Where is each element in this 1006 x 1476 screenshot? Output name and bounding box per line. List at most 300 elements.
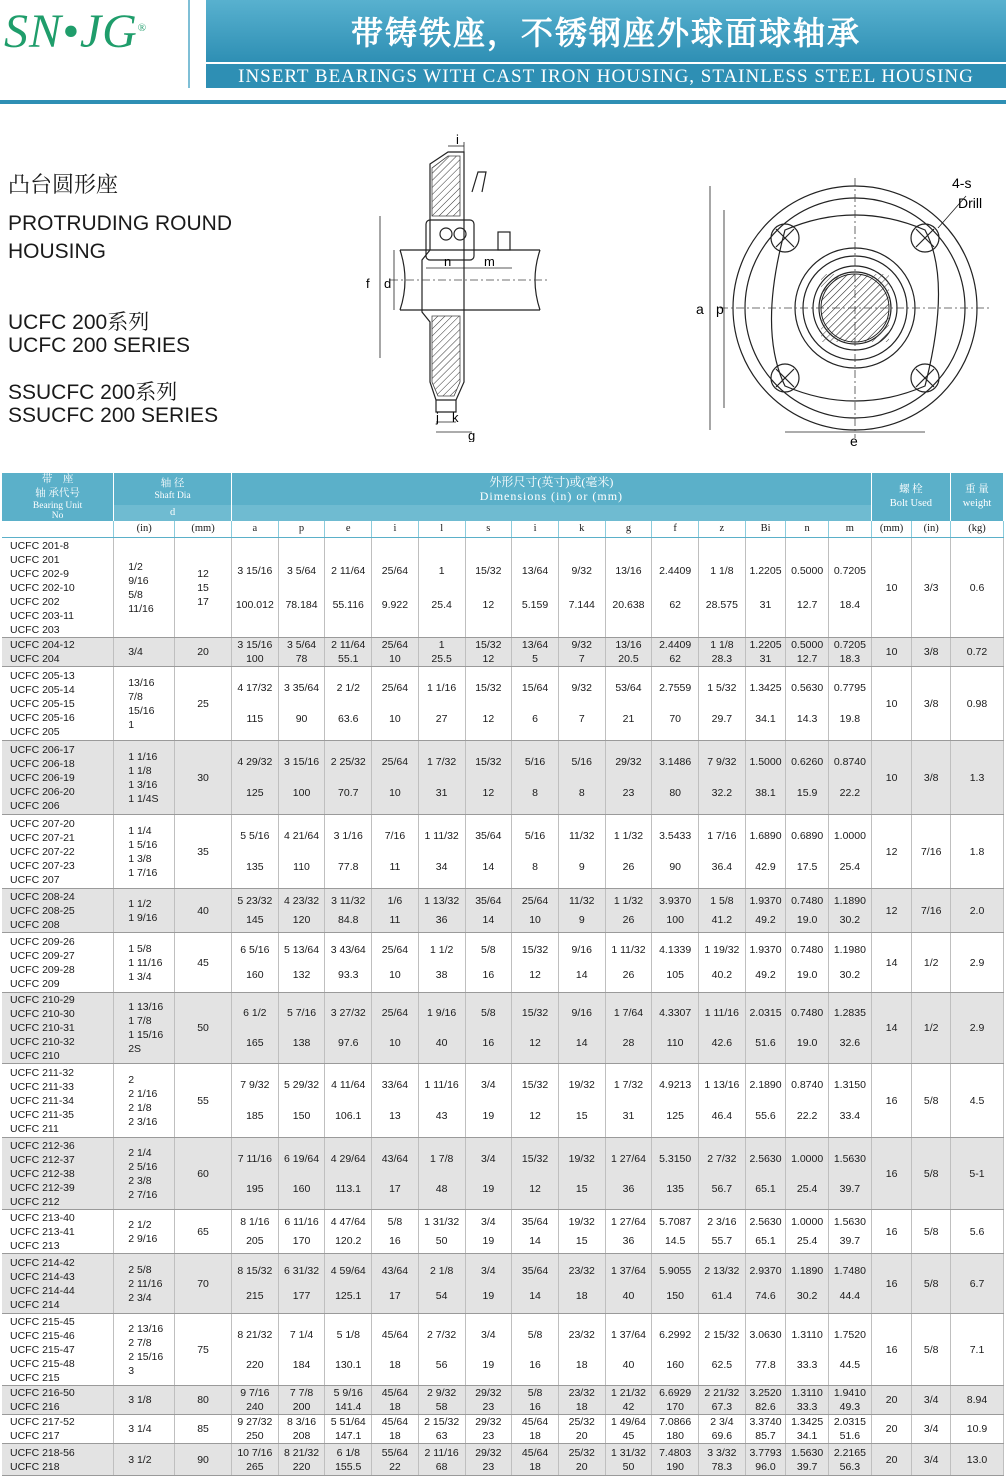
cell-dimension: [745, 1254, 786, 1314]
dimension-value: 45/64: [381, 1387, 409, 1399]
cell-shaft-mm: [175, 1138, 232, 1210]
cell-dimension: [372, 889, 419, 933]
cell-dimension: [786, 1064, 829, 1138]
cell-shaft-in: [114, 889, 175, 933]
cell-dimension: [231, 1064, 278, 1138]
cell-shaft-in: [114, 1386, 175, 1415]
dimension-value: 16: [482, 1036, 495, 1049]
dimension-value: 195: [246, 1182, 264, 1195]
cell-shaft-in: [114, 1415, 175, 1444]
dimension-value: 9.922: [381, 598, 409, 611]
dimension-value: 240: [246, 1401, 264, 1413]
dimension-value: 45/64: [521, 1446, 549, 1459]
dimension-value: 4 29/32: [237, 756, 273, 769]
logo-text: SN•JG: [4, 5, 138, 58]
dimension-value: 23: [482, 1460, 495, 1473]
dimension-value: 147.1: [335, 1430, 362, 1442]
dimension-value: 62: [669, 653, 681, 665]
cell-dimension: [828, 1444, 871, 1476]
cell-dimension: [465, 1386, 512, 1415]
dimension-value: 125: [246, 786, 264, 799]
dimension-value: 10: [389, 1036, 401, 1049]
cell-shaft-in: [114, 993, 175, 1064]
dimension-value: 5/16: [524, 756, 546, 769]
shaft-in-value: 1 9/16: [128, 911, 158, 924]
bearing-code: UCFC 206-17: [10, 743, 75, 756]
dim-label-f: f: [366, 276, 370, 291]
cell-dimension: [325, 1254, 372, 1314]
dimension-value: 18.3: [839, 653, 861, 665]
cell-dimension: [418, 1386, 465, 1415]
dimension-value: 35/64: [475, 895, 502, 908]
dimension-value: 1 1/32: [613, 895, 644, 908]
cell-dimension: [605, 889, 652, 933]
dimension-value: 2.7559: [659, 682, 692, 695]
dimension-value: 25/64: [381, 564, 409, 577]
dimension-value: 25/64: [381, 756, 409, 769]
dimension-value: 4 23/32: [284, 895, 320, 908]
cell-dimension: [605, 538, 652, 638]
shaft-mm-value: 80: [197, 1394, 209, 1406]
dimension-value: 40: [622, 1358, 635, 1371]
cell-shaft-in: [114, 933, 175, 993]
cell-bolt-in: [912, 933, 951, 993]
dims-head-cn: 外形尺寸(英寸)或(毫米): [489, 475, 614, 489]
cell-dimension: [786, 933, 829, 993]
weight-value: 2.9: [969, 1022, 985, 1034]
dimension-value: 190: [666, 1460, 684, 1473]
cell-dimension: [325, 815, 372, 889]
bearing-code: UCFC 205-15: [10, 697, 75, 710]
bearing-code: UCFC 213-41: [10, 1225, 75, 1238]
dim-label-k: k: [452, 410, 459, 425]
cell-dimension: [745, 815, 786, 889]
bolt-mm-value: 12: [885, 845, 898, 858]
dimension-value: 3/4: [481, 1328, 496, 1341]
cell-dimension: [605, 1210, 652, 1254]
dimension-value: 5/16: [524, 830, 546, 843]
cell-bearing-codes: [2, 741, 114, 815]
dimension-value: 2 25/32: [330, 756, 366, 769]
dimension-value: 0.7205: [833, 564, 866, 577]
bolt-mm-value: 20: [885, 1423, 898, 1435]
dimension-value: 1.3110: [791, 1328, 823, 1341]
shaft-mm-value: 90: [197, 1453, 209, 1466]
cell-dimension: [278, 667, 325, 741]
shaft-in-value: 3 1/8: [128, 1394, 152, 1406]
bolt-mm-value: 16: [885, 1094, 898, 1107]
cell-dimension: [699, 538, 746, 638]
shaft-in-value: 2 7/8: [128, 1336, 152, 1349]
cell-dimension: [605, 993, 652, 1064]
dimension-value: 14.3: [796, 712, 818, 725]
dimension-value: 34.1: [755, 712, 776, 725]
cell-dimension: [652, 1314, 699, 1386]
cell-weight: [950, 741, 1003, 815]
dimension-value: 77.8: [755, 1358, 776, 1371]
cell-dimension: [465, 1415, 512, 1444]
cell-weight: [950, 993, 1003, 1064]
cell-bolt-in: [912, 538, 951, 638]
bolt-mm-value: 14: [885, 956, 898, 969]
cell-dimension: [465, 1444, 512, 1476]
cell-bolt-in: [912, 1444, 951, 1476]
dimension-value: 12.7: [796, 653, 818, 665]
dimension-value: 19/32: [568, 1216, 595, 1229]
cell-bolt-mm: [871, 933, 912, 993]
dimension-value: 4.1339: [659, 943, 692, 956]
dimension-value: 265: [246, 1460, 264, 1473]
dimension-value: 18.4: [839, 598, 861, 611]
bearing-code: UCFC 215-48: [10, 1357, 75, 1370]
bolt-in-value: 7/16: [920, 845, 942, 858]
dimension-value: 13/16: [615, 564, 642, 577]
dimension-value: 5.3150: [659, 1152, 692, 1165]
shaft-mm-value: 35: [197, 845, 209, 858]
dimension-value: 0.8740: [833, 756, 866, 769]
dimension-value: 67.3: [711, 1401, 733, 1413]
cell-dimension: [558, 1314, 605, 1386]
dimension-value: 0.7480: [791, 895, 824, 908]
dimension-value: 31: [622, 1109, 635, 1122]
bolt-in-value: 5/8: [923, 1225, 939, 1238]
dimension-value: 8 15/32: [237, 1264, 273, 1277]
dimension-value: 0.6890: [791, 830, 824, 843]
dims-spacer: [231, 505, 871, 521]
bearing-code: UCFC 207-22: [10, 845, 75, 858]
dimension-value: 5 13/64: [284, 943, 320, 956]
table-row: [2, 1444, 1004, 1476]
dim-label-e: e: [850, 433, 858, 449]
weight-value: 4.5: [969, 1094, 985, 1107]
cell-bolt-in: [912, 1386, 951, 1415]
dimension-value: 41.2: [711, 913, 733, 926]
dimension-value: 25/64: [521, 895, 549, 908]
dimension-value: 40: [622, 1290, 635, 1303]
weight-value: 5.6: [969, 1225, 985, 1238]
cell-dimension: [465, 638, 512, 667]
dimension-value: 19: [482, 1109, 495, 1122]
dimension-value: 44.5: [839, 1358, 861, 1371]
cell-dimension: [512, 933, 559, 993]
cell-bearing-codes: [2, 1064, 114, 1138]
bearing-code: UCFC 206-19: [10, 771, 75, 784]
bearing-code: UCFC 208-25: [10, 904, 75, 917]
dimension-value: 5 9/16: [333, 1387, 363, 1399]
cell-dimension: [828, 1210, 871, 1254]
dimension-value: 15/64: [521, 682, 549, 695]
dimension-value: 18: [575, 1290, 588, 1303]
cell-bolt-in: [912, 815, 951, 889]
cell-dimension: [745, 889, 786, 933]
dimension-value: 2.0315: [833, 1416, 866, 1428]
dimension-value: 3 1/16: [333, 830, 363, 843]
dimension-value: 5 23/32: [237, 895, 273, 908]
cell-bearing-codes: [2, 1210, 114, 1254]
cell-dimension: [558, 638, 605, 667]
cell-bolt-mm: [871, 815, 912, 889]
dimension-value: 1.0000: [791, 1216, 824, 1229]
bearing-code: UCFC 205-14: [10, 683, 75, 696]
cell-dimension: [605, 1314, 652, 1386]
dimension-value: 1.1890: [833, 895, 866, 908]
shaft-in-value: 2 11/16: [128, 1277, 163, 1290]
dimension-value: 13/64: [521, 639, 549, 651]
dimension-value: 5.159: [521, 598, 549, 611]
cell-weight: [950, 538, 1003, 638]
bolt-in-value: 3/8: [923, 697, 939, 710]
cell-dimension: [652, 538, 699, 638]
cell-dimension: [699, 1254, 746, 1314]
bolt-mm-value: 16: [885, 1277, 898, 1290]
dimension-value: 4 59/64: [330, 1264, 366, 1277]
dimension-value: 15/32: [521, 1079, 549, 1092]
dimension-value: 14.5: [664, 1234, 686, 1247]
bearing-code: UCFC 218: [10, 1460, 60, 1473]
dimension-value: 12: [482, 712, 495, 725]
unit-cell: g: [605, 521, 652, 538]
cell-weight: [950, 889, 1003, 933]
dimension-value: 18: [575, 1358, 588, 1371]
cell-shaft-mm: [175, 933, 232, 993]
cell-shaft-mm: [175, 741, 232, 815]
cell-dimension: [699, 1138, 746, 1210]
cell-dimension: [699, 1064, 746, 1138]
dimension-value: 1 37/64: [610, 1264, 646, 1277]
bearing-code: UCFC 215-47: [10, 1343, 75, 1356]
dimension-value: 160: [292, 1182, 311, 1195]
dimension-value: 5 5/16: [240, 830, 270, 843]
subtitle-band: [206, 64, 1006, 88]
dimension-value: 25/64: [381, 1007, 409, 1020]
dimension-value: 43/64: [381, 1152, 409, 1165]
dimension-value: 106.1: [335, 1109, 362, 1122]
cell-dimension: [699, 638, 746, 667]
dimension-value: 4 47/64: [330, 1216, 366, 1229]
dimension-value: 4.9213: [659, 1079, 692, 1092]
cell-dimension: [418, 538, 465, 638]
dimension-value: 18: [389, 1358, 401, 1371]
dimension-value: 1.9370: [749, 943, 782, 956]
dimension-value: 9: [578, 860, 585, 873]
bearing-code: UCFC 211: [10, 1122, 59, 1135]
housing-name-en-1: PROTRUDING ROUND: [8, 212, 232, 235]
cell-weight: [950, 1064, 1003, 1138]
dimension-value: 15/32: [475, 682, 502, 695]
cell-dimension: [278, 993, 325, 1064]
bearing-code: UCFC 216: [10, 1401, 60, 1413]
dimension-value: 1 1/8: [710, 564, 734, 577]
dimension-value: 15: [575, 1182, 588, 1195]
dimension-value: 2 9/32: [427, 1387, 457, 1399]
cell-bolt-mm: [871, 1314, 912, 1386]
shaft-mm-value: 85: [197, 1423, 209, 1435]
bearing-code: UCFC 205: [10, 725, 60, 738]
cell-bolt-mm: [871, 667, 912, 741]
dimension-value: 0.6260: [791, 756, 824, 769]
header-rule: [0, 100, 1006, 104]
housing-name-en-2: HOUSING: [8, 240, 107, 263]
bearing-code: UCFC 213: [10, 1239, 60, 1252]
shaft-in-value: 1 3/8: [128, 852, 152, 865]
dimension-value: 7 7/8: [289, 1387, 314, 1399]
registered-mark: ®: [137, 22, 148, 34]
dimension-value: 33.3: [796, 1401, 818, 1413]
dimension-value: 20: [575, 1430, 588, 1442]
dimension-value: 1 31/32: [610, 1446, 646, 1459]
cell-dimension: [828, 538, 871, 638]
dimension-value: 23: [482, 1401, 495, 1413]
dimension-value: 160: [666, 1358, 684, 1371]
dimension-value: 100: [666, 913, 684, 926]
cell-shaft-mm: [175, 1254, 232, 1314]
cell-dimension: [418, 815, 465, 889]
dimension-value: 19.8: [839, 712, 861, 725]
cell-weight: [950, 1314, 1003, 1386]
cell-bearing-codes: [2, 538, 114, 638]
dimension-value: 6 31/32: [284, 1264, 320, 1277]
dimension-value: 15/32: [521, 1007, 549, 1020]
cell-dimension: [231, 933, 278, 993]
cell-shaft-mm: [175, 1444, 232, 1476]
dimension-value: 5/8: [481, 943, 496, 956]
dimension-value: 11: [389, 913, 401, 926]
dimension-value: 11/32: [569, 830, 595, 843]
dimension-value: 9 27/32: [237, 1416, 273, 1428]
bolt-mm-value: 20: [885, 1453, 898, 1466]
dimension-value: 19.0: [796, 913, 818, 926]
cell-bolt-in: [912, 741, 951, 815]
dimension-value: 1 27/64: [610, 1216, 646, 1229]
cell-dimension: [372, 667, 419, 741]
dimension-value: 18: [389, 1430, 401, 1442]
table-row: [2, 538, 1004, 638]
cell-dimension: [372, 1444, 419, 1476]
col-bolt-head: [871, 473, 950, 521]
dimension-value: 0.5630: [791, 682, 824, 695]
weight-value: 2.0: [969, 904, 985, 917]
dimension-value: 135: [666, 1182, 684, 1195]
cell-dimension: [828, 638, 871, 667]
dimension-value: 6 1/2: [243, 1007, 267, 1020]
dimension-value: 25/32: [568, 1446, 595, 1459]
bearing-code: UCFC 202-9: [10, 567, 69, 580]
dimension-value: 1 21/32: [610, 1387, 646, 1399]
dimension-value: 29.7: [711, 712, 733, 725]
cell-dimension: [558, 1444, 605, 1476]
dimension-value: 4 17/32: [237, 682, 273, 695]
unit-cell: f: [652, 521, 699, 538]
dim-label-drill: Drill: [958, 195, 983, 211]
dimension-value: 1.2205: [749, 564, 782, 577]
bearing-code: UCFC 210: [10, 1050, 60, 1062]
cell-dimension: [418, 993, 465, 1064]
cell-dimension: [558, 667, 605, 741]
dimension-value: 7 1/4: [289, 1328, 314, 1341]
cell-shaft-mm: [175, 1210, 232, 1254]
dimension-value: 5/8: [527, 1328, 543, 1341]
cell-bolt-mm: [871, 1415, 912, 1444]
dimension-value: 43: [435, 1109, 448, 1122]
dimension-value: 6 11/16: [284, 1216, 319, 1229]
cell-bolt-mm: [871, 889, 912, 933]
table-row: [2, 1064, 1004, 1138]
shaft-in-value: 1 1/4: [128, 824, 152, 837]
dimension-value: 18: [529, 1460, 541, 1473]
dimension-value: 50: [435, 1234, 448, 1247]
dimension-value: 3/4: [481, 1152, 496, 1165]
cell-dimension: [372, 1314, 419, 1386]
cell-dimension: [828, 1254, 871, 1314]
cell-shaft-mm: [175, 667, 232, 741]
cell-dimension: [558, 1138, 605, 1210]
dimension-value: 10: [389, 786, 401, 799]
shaft-in-value: 3 1/2: [128, 1453, 152, 1466]
dimension-value: 8 3/16: [286, 1416, 317, 1428]
cell-dimension: [418, 1254, 465, 1314]
weight-value: 8.94: [966, 1394, 988, 1406]
dimension-value: 27: [435, 712, 448, 725]
dimension-value: 3 5/64: [286, 564, 317, 577]
weight-value: 0.72: [966, 646, 988, 658]
dimension-value: 43/64: [381, 1264, 409, 1277]
unit-cell: (in): [912, 521, 951, 538]
dimension-value: 30.2: [839, 913, 861, 926]
dimension-value: 28.3: [711, 653, 733, 665]
cell-bearing-codes: [2, 889, 114, 933]
cell-bearing-codes: [2, 667, 114, 741]
dimension-value: 3/4: [481, 1216, 496, 1229]
cell-dimension: [652, 741, 699, 815]
cell-dimension: [465, 1138, 512, 1210]
shaft-in-value: 1 1/4S: [128, 792, 159, 805]
dimension-value: 3 15/16: [237, 639, 273, 651]
bearing-code: UCFC 205-13: [10, 669, 75, 682]
dimension-value: 78: [295, 653, 308, 665]
bearing-code: UCFC 212-39: [10, 1181, 75, 1194]
shaft-mm-value: 30: [197, 771, 209, 784]
unit-cell: a: [231, 521, 278, 538]
cell-dimension: [465, 667, 512, 741]
dimension-value: 2 1/2: [336, 682, 360, 695]
dimension-value: 1.5630: [833, 1152, 866, 1165]
shaft-in-value: 2 1/4: [128, 1146, 152, 1159]
dimension-value: 85.7: [755, 1430, 776, 1442]
cell-dimension: [605, 815, 652, 889]
dimension-value: 63.6: [338, 712, 359, 725]
dimension-value: 1.3425: [791, 1416, 824, 1428]
dimension-value: 36: [435, 913, 448, 926]
cell-dimension: [605, 1064, 652, 1138]
bearing-code: UCFC 209-28: [10, 963, 75, 976]
dimension-value: 13/64: [521, 564, 549, 577]
cell-dimension: [418, 638, 465, 667]
dimension-value: 28: [622, 1036, 635, 1049]
dimension-value: 9/32: [571, 564, 592, 577]
dimension-value: 17.5: [796, 860, 818, 873]
shaft-in-value: 1 1/16: [128, 750, 158, 763]
dimension-value: 100.012: [235, 598, 274, 611]
shaft-in-value: 2 15/16: [128, 1350, 164, 1363]
cell-weight: [950, 1138, 1003, 1210]
cell-dimension: [699, 933, 746, 993]
cell-dimension: [325, 1314, 372, 1386]
cell-dimension: [465, 1314, 512, 1386]
cell-dimension: [652, 1064, 699, 1138]
dimension-value: 29/32: [475, 1416, 502, 1428]
cell-dimension: [786, 1415, 829, 1444]
cell-bolt-in: [912, 1415, 951, 1444]
